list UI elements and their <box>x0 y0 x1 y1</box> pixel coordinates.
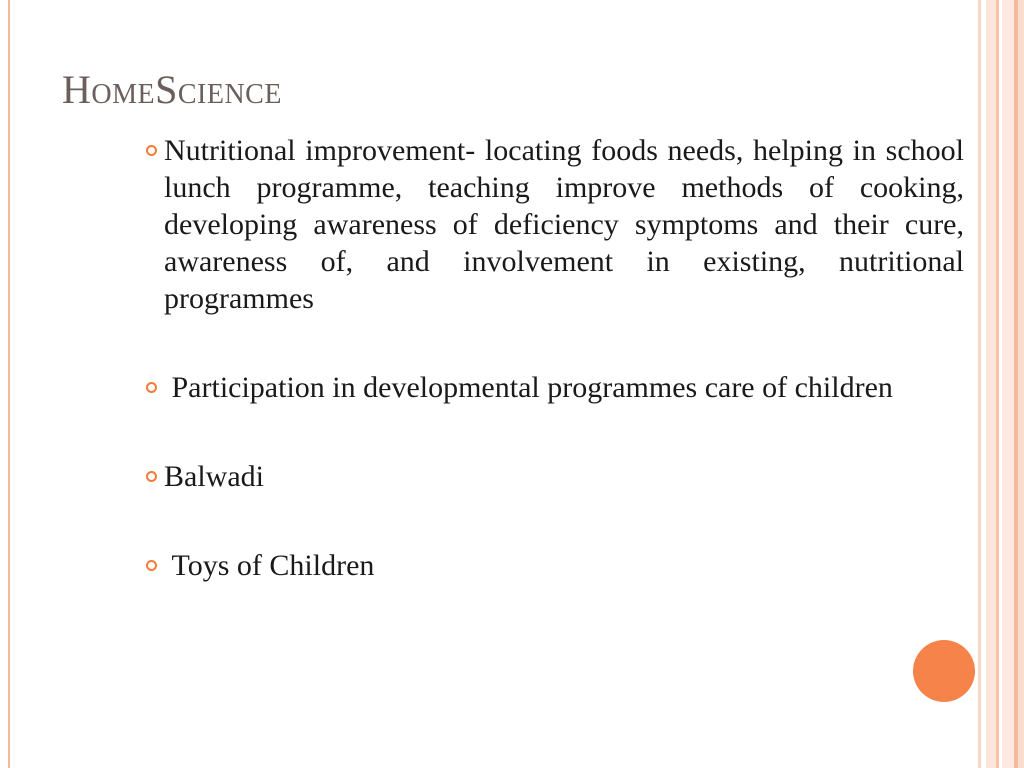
bullet-circle-icon <box>146 471 157 482</box>
stripe <box>986 0 996 768</box>
list-item <box>140 369 964 406</box>
bullet-text: Balwadi <box>164 460 264 493</box>
bullet-text: Nutritional improvement- locating foods needs, helping in school lunch programme, teaching improve methods of cooking, developing awareness of deficiency symptoms and their cure, awareness of, and involvement in existing, nutritional programmes <box>164 134 964 315</box>
bullet-circle-icon <box>146 382 157 393</box>
decorative-circle-icon <box>913 640 975 702</box>
stripe <box>1002 0 1014 768</box>
stripe <box>978 0 981 768</box>
bullet-list <box>140 132 964 584</box>
slide-title: HomeScience <box>62 67 282 112</box>
right-decorative-stripes <box>978 0 1024 768</box>
stripe <box>1018 0 1024 768</box>
bullet-circle-icon <box>146 145 157 156</box>
list-item <box>140 458 964 495</box>
bullet-circle-icon <box>146 560 157 571</box>
bullet-text: Participation in developmental programmes care of children <box>164 371 893 404</box>
left-border-line <box>8 0 10 768</box>
list-item <box>140 547 964 584</box>
list-item <box>140 132 964 317</box>
bullet-text: Toys of Children <box>164 549 375 582</box>
stripe <box>996 0 999 768</box>
